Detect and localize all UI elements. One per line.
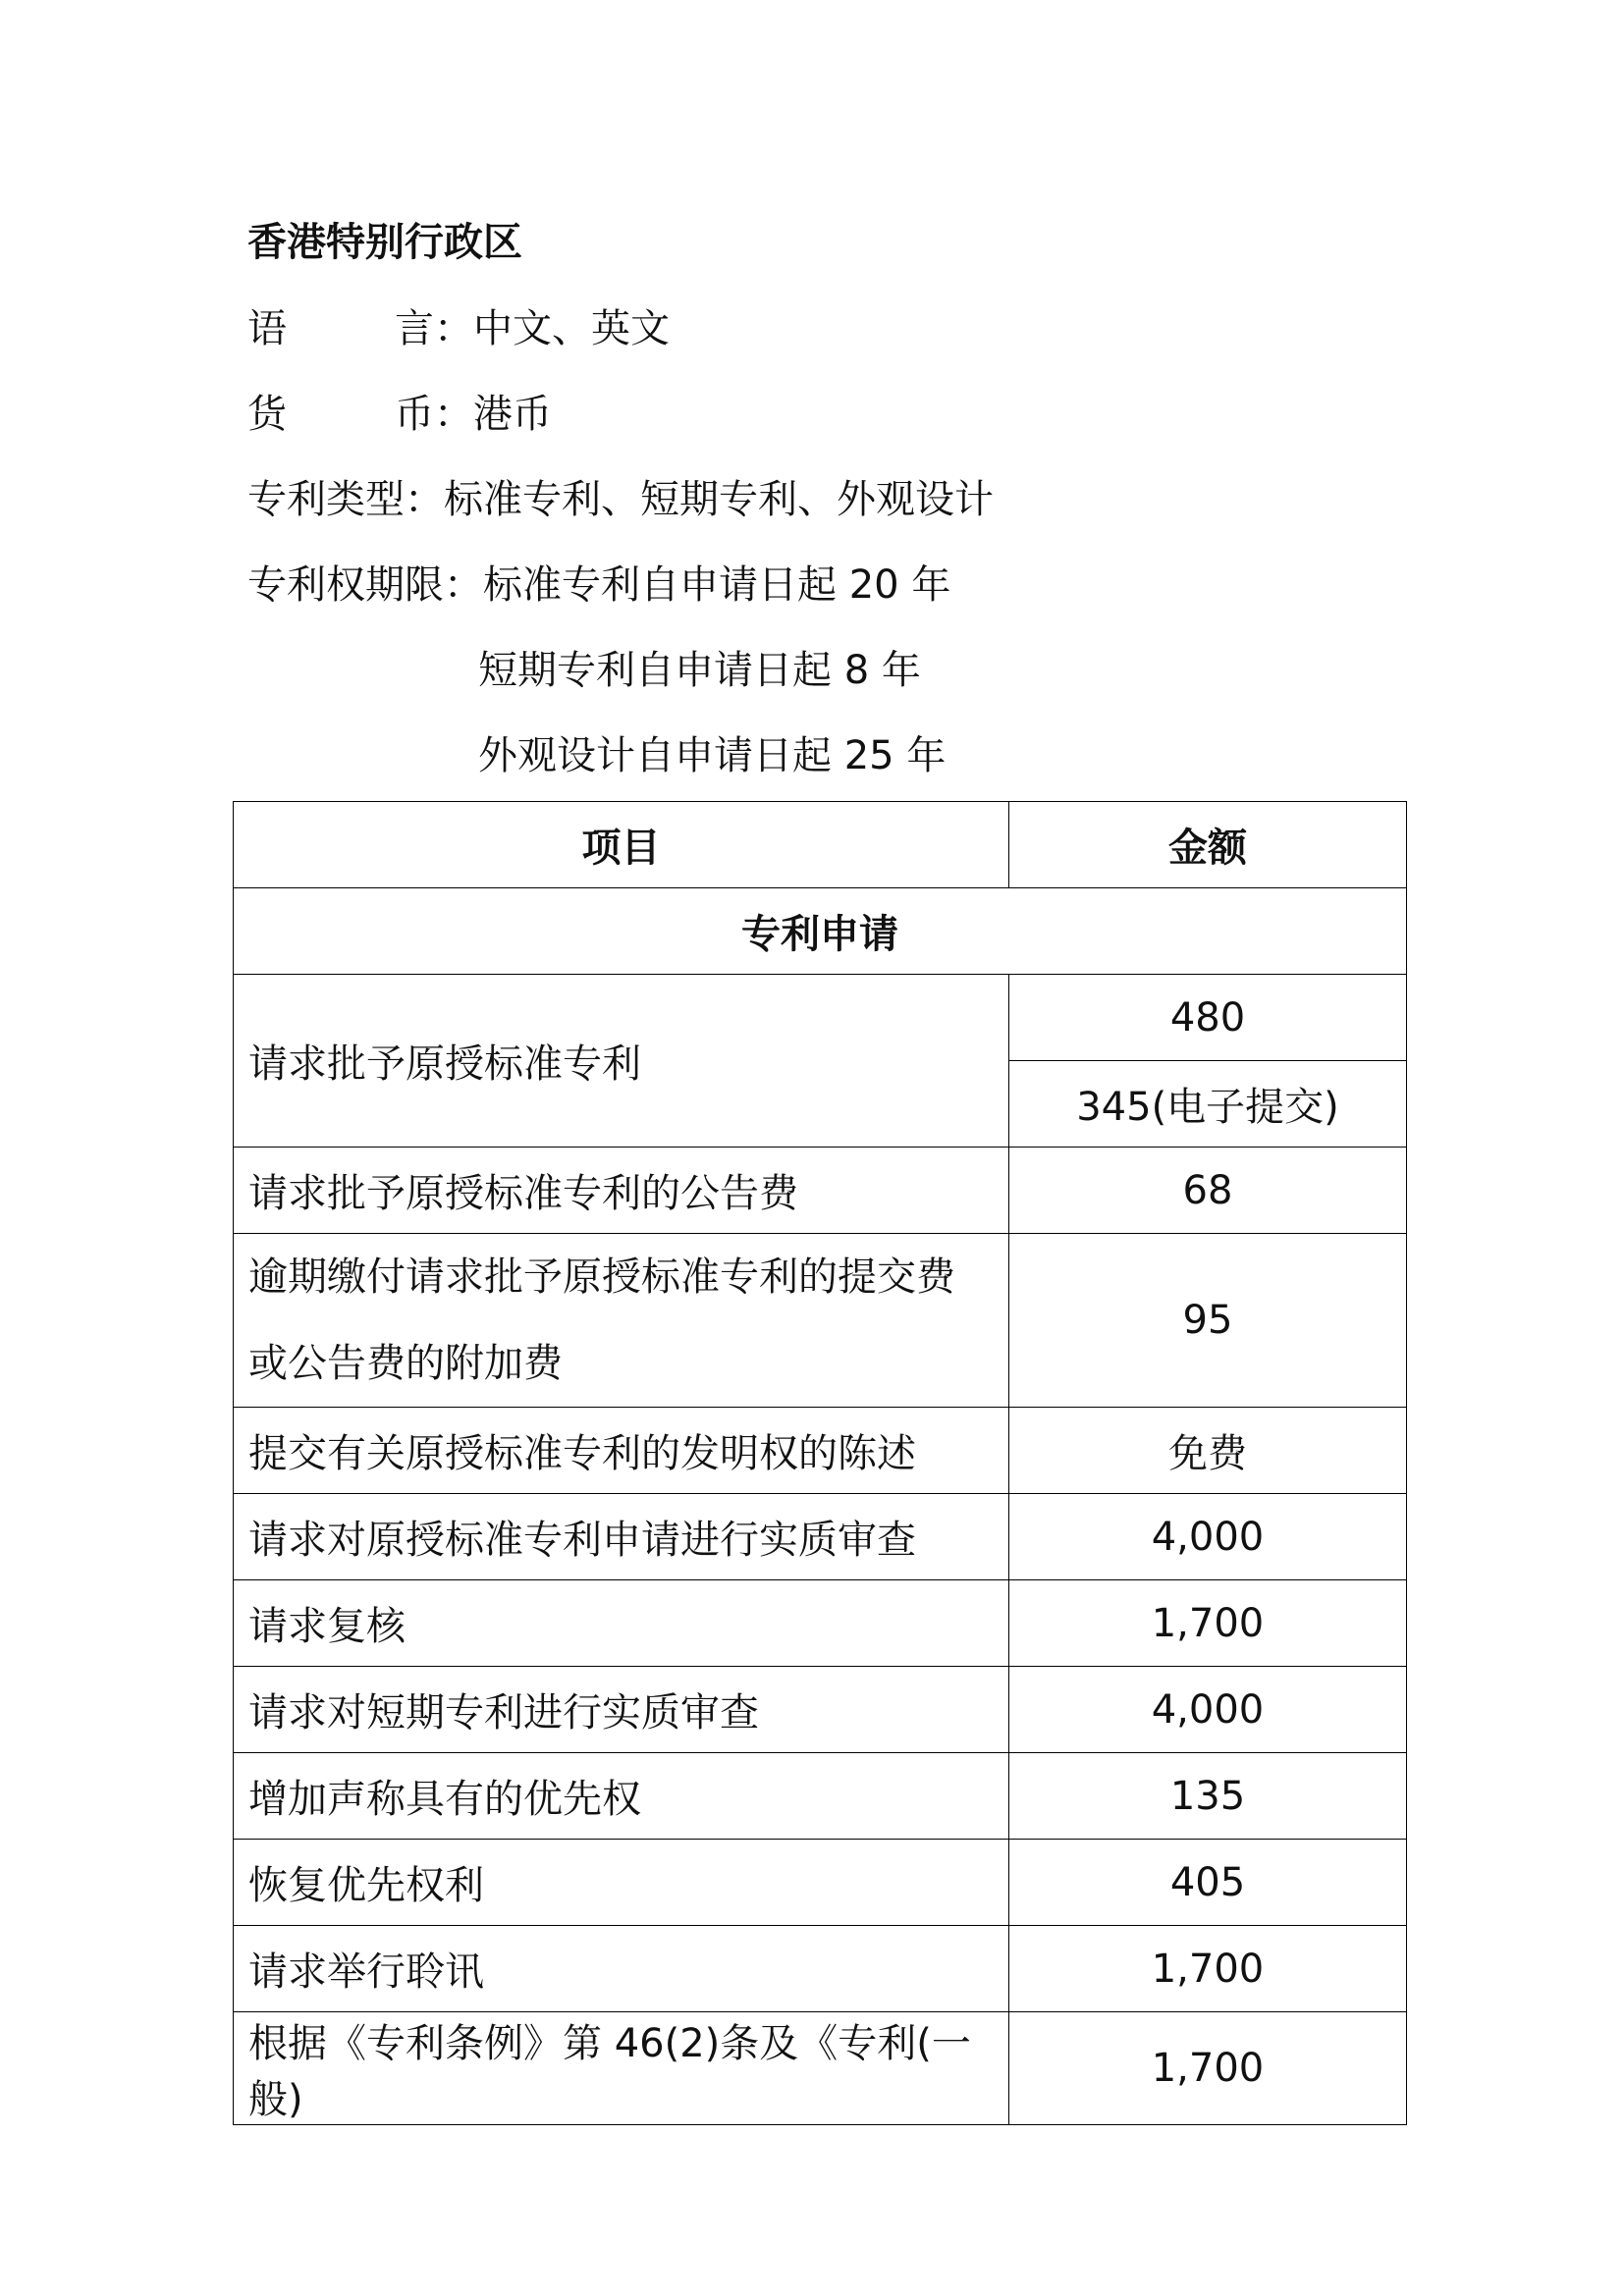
fee-item: 提交有关原授标准专利的发明权的陈述 (234, 1408, 1009, 1494)
fee-item: 根据《专利条例》第 46(2)条及《专利(一般) (234, 2012, 1009, 2125)
section-title: 专利申请 (234, 888, 1407, 975)
fee-amount: 405 (1009, 1840, 1407, 1926)
fee-item: 恢复优先权利 (234, 1840, 1009, 1926)
fee-amount: 68 (1009, 1148, 1407, 1234)
patent-types-line: 专利类型：标准专利、短期专利、外观设计 (247, 477, 994, 522)
fee-item: 请求批予原授标准专利的公告费 (234, 1148, 1009, 1234)
table-row (234, 1667, 1407, 1753)
fee-amount: 免费 (1009, 1408, 1407, 1494)
fee-amount: 1,700 (1009, 1580, 1407, 1667)
section-row (234, 888, 1407, 975)
fee-item: 逾期缴付请求批予原授标准专利的提交费或公告费的附加费 (234, 1234, 1009, 1408)
column-header-item: 项目 (234, 802, 1009, 888)
table-row (234, 1840, 1407, 1926)
fee-item: 请求批予原授标准专利 (234, 975, 1009, 1148)
table-row (234, 1580, 1407, 1667)
fee-amount: 1,700 (1009, 1926, 1407, 2012)
currency-label: 货 币 (247, 392, 434, 437)
table-row (234, 1408, 1407, 1494)
fee-amount: 345(电子提交) (1009, 1061, 1407, 1148)
patent-term-label: 专利权期限： (247, 562, 483, 608)
patent-term-line (247, 561, 950, 610)
fee-amount: 135 (1009, 1753, 1407, 1840)
fee-amount: 1,700 (1009, 2012, 1407, 2125)
language-line (247, 304, 670, 353)
fee-amount: 4,000 (1009, 1667, 1407, 1753)
currency-line (247, 390, 552, 439)
patent-term-short: 短期专利自申请日起 8 年 (478, 648, 921, 693)
table-row (234, 1926, 1407, 2012)
language-value: ：中文、英文 (434, 306, 670, 351)
table-row (234, 1234, 1407, 1408)
fee-item: 请求举行聆讯 (234, 1926, 1009, 2012)
region-title: 香港特别行政区 (247, 220, 522, 265)
table-row (234, 1148, 1407, 1234)
fee-amount: 4,000 (1009, 1494, 1407, 1580)
fee-item: 请求对原授标准专利申请进行实质审查 (234, 1494, 1009, 1580)
fee-amount: 480 (1009, 975, 1407, 1061)
fee-item: 请求对短期专利进行实质审查 (234, 1667, 1009, 1753)
fee-item: 请求复核 (234, 1580, 1009, 1667)
table-row (234, 2012, 1407, 2125)
patent-term-standard: 标准专利自申请日起 20 年 (483, 562, 951, 608)
language-label: 语 言 (247, 306, 434, 351)
currency-value: ：港币 (434, 392, 552, 437)
table-header-row (234, 802, 1407, 888)
table-row (234, 975, 1407, 1061)
fee-amount: 95 (1009, 1234, 1407, 1408)
table-row (234, 1753, 1407, 1840)
fee-table (233, 801, 1407, 2125)
patent-term-design: 外观设计自申请日起 25 年 (478, 733, 947, 778)
fee-item: 增加声称具有的优先权 (234, 1753, 1009, 1840)
column-header-amount: 金额 (1009, 802, 1407, 888)
table-row (234, 1494, 1407, 1580)
